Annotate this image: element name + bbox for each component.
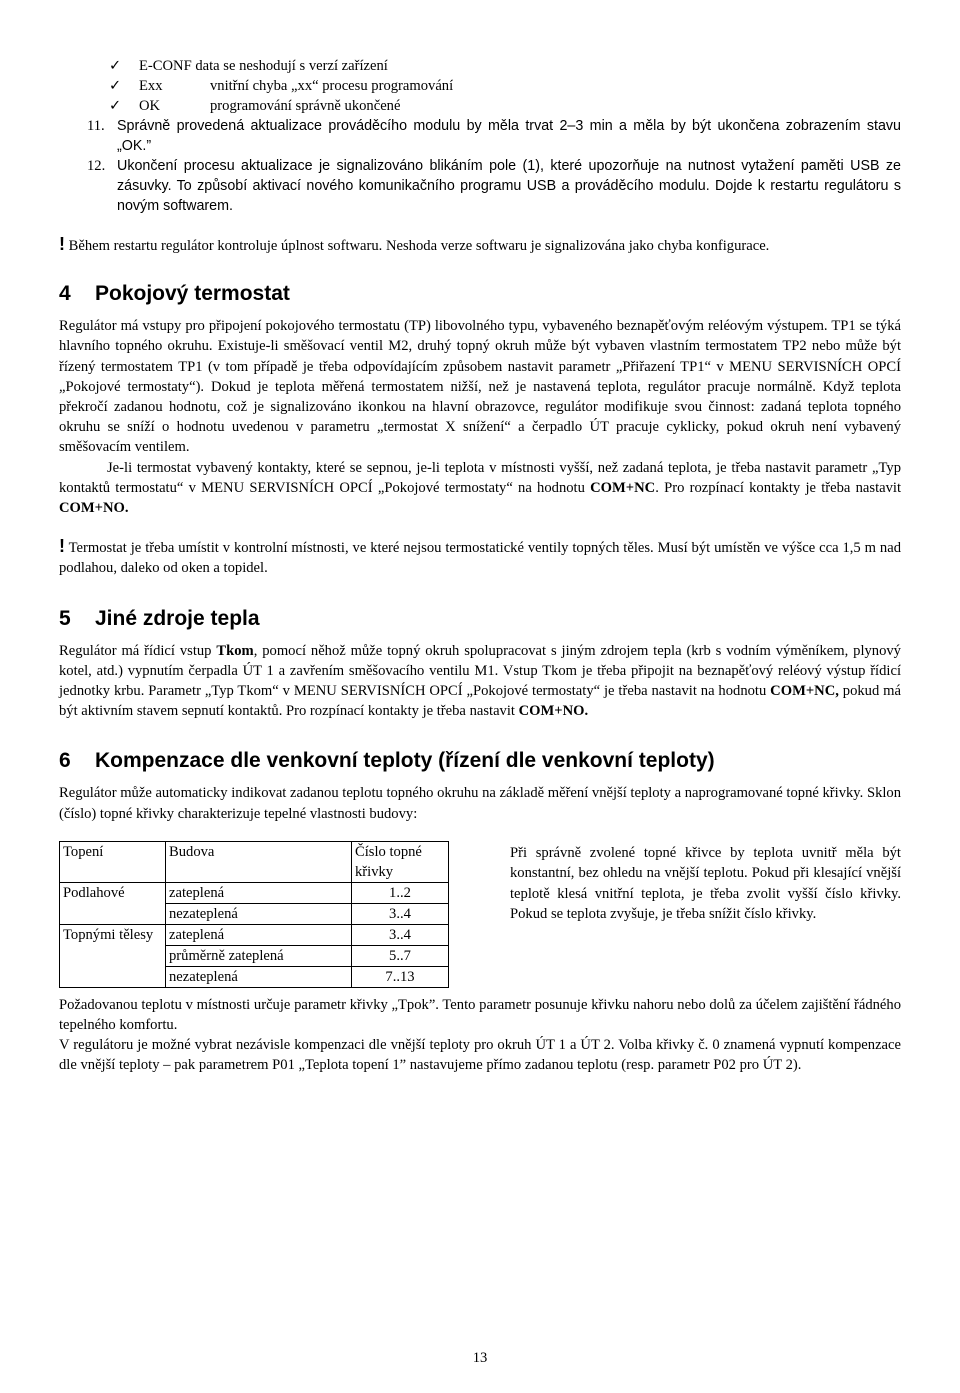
- heating-curve-note: Při správně zvolené topné křivce by teplota uvnitř měla být konstantní, bez ohledu na vnější teplotu. Pokud při klesající vnější teplotě klesá vnitřní teplota, je třeba zvolit vyšší číslo křivky. Pokud se teplota zvyšuje, je třeba snížit číslo křivky.: [510, 844, 901, 923]
- list-item-text: programování správně ukončené: [210, 98, 401, 114]
- section-4-heading: [59, 280, 901, 308]
- heating-curve-block: [59, 841, 901, 995]
- status-code: OK: [139, 98, 161, 114]
- section-number: 5: [59, 606, 71, 630]
- list-item: [109, 96, 901, 116]
- section-6-paragraph-3: V regulátoru je možné vybrat nezávisle kompenzaci dle vnější teploty pro okruh ÚT 1 a ÚT 2. Volba křivky č. 0 znamená vypnutí kompenzace dle vnější teploty – pak parametrem P01 „Teplota topení 1” nastavujeme přímo zadanou teplotu (resp. parametr P02 pro ÚT 2).: [59, 1037, 901, 1074]
- table-cell: 7..13: [352, 966, 449, 987]
- checkmark-icon: ✓: [109, 98, 122, 114]
- section-title: Kompenzace dle venkovní teploty (řízení dle venkovní teploty): [95, 749, 715, 773]
- step-11: [87, 116, 901, 156]
- section-6-intro: Regulátor může automaticky indikovat zadanou teplotu topného okruhu na základě měření vnější teploty a naprogramované topné křivky. Sklon (číslo) topné křivky charakterizuje tepelné vlastnosti budovy:: [59, 785, 902, 822]
- text-bold: COM+NO.: [59, 500, 129, 517]
- text-run: pokud má být aktivním stavem sepnutí kontaktů. Pro rozpínací kontakty je třeba nastavit: [59, 683, 901, 720]
- section-4-paragraph-1: Regulátor má vstupy pro připojení pokojového termostatu (TP) libovolného typu, vybaveného beznapěťovým reléovým výstupem. TP1 se týká hlavního topného okruhu. Existuje-li směšovací ventil M2, druhý topný okruh může být vybaven vlastním termostatem TP2 nebo může být řízený termostatem TP1 (v tom případě je třeba odpovídajícím způsobem nastavit parametr „Přiřazení TP1“ v MENU SERVISNÍCH OPCÍ „Pokojové termostaty“). Dokud je teplota měřená termostatem nižší, než je nastavená teplota, regulátor pracuje normálně. Když teplota překročí zadanou hodnotu, což je signalizováno ikonkou na hlavní obrazovce, regulátor modifikuje svou činnost: zadaná teplota topného okruhu se sníží o hodnotu uvedenou v parametru „termostat X snížení“ a čerpadlo ÚT pracuje cyklicky, pokud okruh není vybavený směšovacím ventilem.: [59, 318, 901, 456]
- status-checklist: [109, 56, 901, 116]
- table-cell: 3..4: [352, 924, 449, 945]
- heating-curve-table: [59, 841, 449, 988]
- section-6-heading: [59, 747, 901, 775]
- checkmark-icon: ✓: [109, 58, 122, 74]
- table-cell: zateplená: [166, 924, 352, 945]
- checkmark-icon: ✓: [109, 78, 122, 94]
- text-run: Je-li termostat vybavený kontakty, které se sepnou, je-li teplota v místnosti vyšší, než zadaná teplota, je třeba nastavit parametr „Typ kontaktů termostatu“ v MENU SERVISNÍCH OPCÍ „Pokojové termostaty“ na hodnotu: [59, 459, 901, 496]
- restart-warning: [59, 234, 901, 256]
- list-item: [109, 76, 901, 96]
- section-number: 4: [59, 282, 71, 306]
- list-item-text: vnitřní chyba „xx“ procesu programování: [210, 78, 454, 94]
- step-12: [87, 156, 901, 216]
- warning-icon: !: [59, 234, 65, 254]
- list-item: [109, 56, 901, 76]
- status-code: Exx: [139, 78, 163, 94]
- page-number: 13: [472, 1350, 488, 1366]
- step-number: 11.: [87, 118, 105, 134]
- warning-icon: !: [59, 536, 65, 557]
- step-text: Správně provedená aktualizace prováděcího modulu by měla trvat 2–3 min a měla by být ukončena zobrazením stavu „OK.”: [117, 118, 901, 154]
- text-bold: Tkom: [216, 642, 254, 659]
- table-group-cell: Podlahové: [60, 882, 166, 924]
- table-group-cell: Topnými tělesy: [60, 924, 166, 987]
- section-5-heading: [59, 605, 901, 633]
- document-page: [59, 56, 901, 1076]
- table-cell: 1..2: [352, 882, 449, 903]
- thermostat-warning: [59, 536, 901, 578]
- section-4-paragraph-2: [59, 458, 901, 519]
- section-5-paragraph: [59, 641, 901, 722]
- table-header-cell: Budova: [166, 841, 352, 882]
- text-run: . Pro rozpínací kontakty je třeba nastavit: [655, 479, 902, 496]
- table-cell: průměrně zateplená: [166, 945, 352, 966]
- table-cell: 3..4: [352, 903, 449, 924]
- table-row: [60, 924, 449, 945]
- warning-text: Během restartu regulátor kontroluje úplnost softwaru. Neshoda verze softwaru je signalizována jako chyba konfigurace.: [65, 238, 770, 254]
- table-header-cell: Číslo topné křivky: [352, 841, 449, 882]
- table-cell: nezateplená: [166, 966, 352, 987]
- list-item-text: E-CONF data se neshodují s verzí zařízení: [139, 58, 388, 74]
- table-cell: nezateplená: [166, 903, 352, 924]
- text-bold: COM+NO.: [518, 703, 589, 720]
- step-text: Ukončení procesu aktualizace je signalizováno blikáním pole (1), které upozorňuje na nutnost vytažení paměti USB ze zásuvky. To způsobí aktivací nového komunikačního programu USB a prováděcího modulu. Dojde k restartu regulátoru s novým softwarem.: [117, 158, 901, 214]
- table-row: [60, 882, 449, 903]
- section-6-paragraph-2: Požadovanou teplotu v místnosti určuje parametr křivky „Tpok”. Tento parametr posunuje křivku nahoru nebo dolů za účelem zajištění řádného tepelného komfortu.: [59, 996, 901, 1034]
- warning-text: Termostat je třeba umístit v kontrolní místnosti, ve které nejsou termostatické ventily topných těles. Musí být umístěn ve výšce cca 1,5 m nad podlahou, daleko od oken a topidel.: [59, 540, 901, 577]
- table-row: [60, 841, 449, 882]
- step-number: 12.: [87, 158, 106, 174]
- section-number: 6: [59, 749, 71, 773]
- table-cell: zateplená: [166, 882, 352, 903]
- table-header-cell: Topení: [60, 841, 166, 882]
- text-run: Regulátor má řídicí vstup: [59, 642, 217, 659]
- text-run: , pomocí něhož může topný okruh spolupracovat s jiným zdrojem tepla (krb s vodním výměníkem, plynový kotel, atd.) vypnutím čerpadla ÚT 1 a zavřením směšovacího ventilu M1. Vstup Tkom je třeba připojit na beznapěťový reléový výstup řídicí jednotky krbu. Parametr „Typ Tkom“ v MENU SERVISNÍCH OPCÍ „Pokojové termostaty“ je třeba nastavit na hodnotu: [59, 642, 901, 700]
- text-bold: COM+NC: [590, 479, 656, 496]
- section-title: Pokojový termostat: [95, 282, 290, 306]
- text-bold: COM+NC,: [770, 683, 839, 700]
- table-cell: 5..7: [352, 945, 449, 966]
- section-title: Jiné zdroje tepla: [95, 606, 260, 630]
